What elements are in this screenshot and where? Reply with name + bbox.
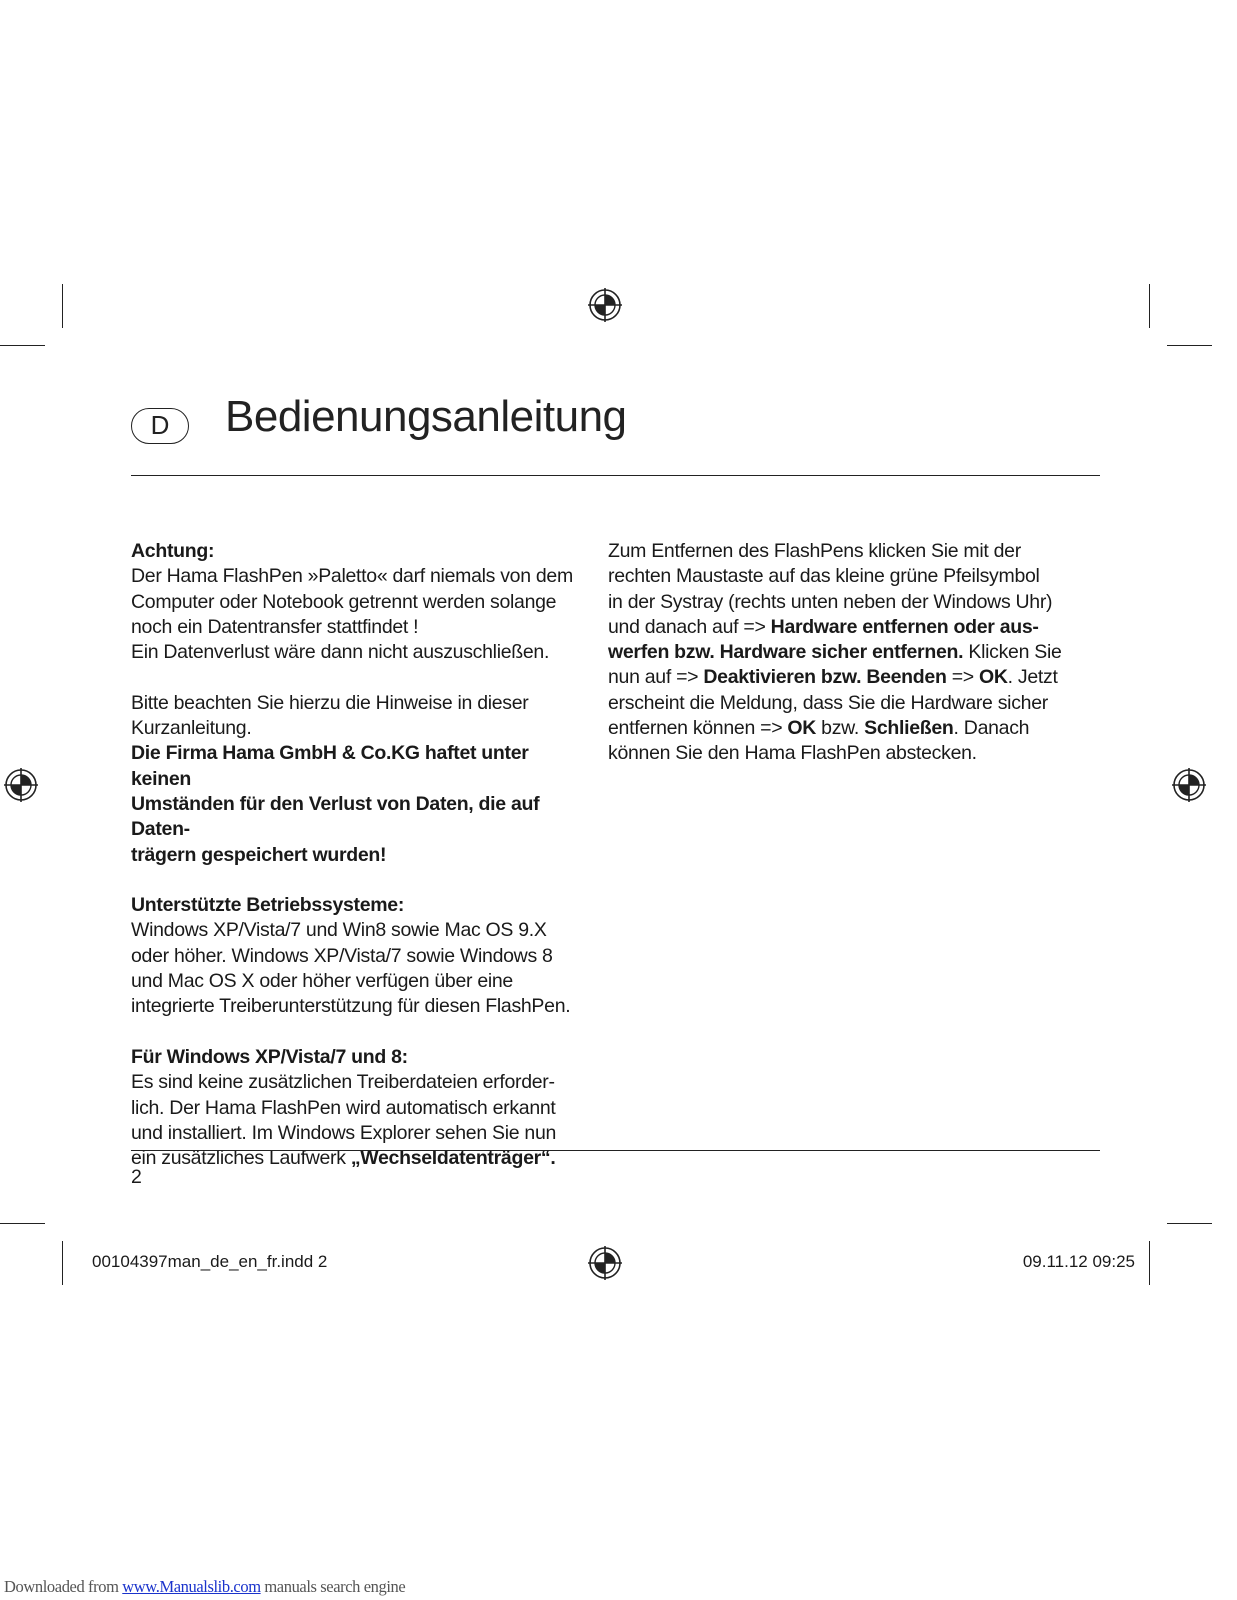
- header-rule: [131, 475, 1100, 476]
- remove-line-5: [608, 640, 1068, 665]
- remove-line-6: [608, 665, 1068, 690]
- hinweis-line-1: Bitte beachten Sie hierzu die Hinweise in dieser: [131, 691, 529, 714]
- remove-line-1: Zum Entfernen des FlashPens klicken Sie mit der: [608, 540, 1021, 562]
- remove-line-9: können Sie den Hama FlashPen abstecken.: [608, 742, 977, 765]
- crop-mark-top-left-h: [0, 345, 45, 346]
- windows-heading: Für Windows XP/Vista/7 und 8:: [131, 1045, 408, 1068]
- achtung-line-4: Ein Datenverlust wäre dann nicht auszuschließen.: [131, 641, 550, 664]
- achtung-line-2: Computer oder Notebook getrennt werden solange: [131, 590, 557, 613]
- achtung-line-1: Der Hama FlashPen »Paletto« darf niemals von dem: [131, 565, 573, 588]
- registration-mark-left-icon: [4, 768, 38, 802]
- windows-line-4-bold: „Wechseldatenträger“.: [350, 1147, 556, 1170]
- registration-mark-right-icon: [1172, 768, 1206, 802]
- registration-mark-bottom-icon: [588, 1246, 622, 1280]
- crop-mark-bottom-right: [1149, 1241, 1150, 1285]
- right-column: [608, 539, 1068, 767]
- haftung-line-1: Die Firma Hama GmbH & Co.KG haftet unter keinen: [131, 742, 529, 790]
- remove-line-4-bold: Hardware entfernen oder aus-: [770, 615, 1039, 638]
- download-footer: [4, 1577, 405, 1597]
- remove-line-6-bold-b: OK: [979, 666, 1008, 689]
- language-badge: D: [131, 408, 189, 444]
- manualslib-link[interactable]: www.Manualslib.com: [122, 1577, 261, 1596]
- remove-line-2: rechten Maustaste auf das kleine grüne Pfeilsymbol: [608, 565, 1040, 588]
- left-column: [131, 539, 581, 1171]
- crop-mark-bottom-right-h: [1167, 1223, 1212, 1224]
- crop-mark-top-left: [62, 284, 63, 328]
- slug-file: 00104397man_de_en_fr.indd 2: [92, 1252, 328, 1271]
- os-line-1: Windows XP/Vista/7 und Win8 sowie Mac OS 9.X: [131, 919, 547, 942]
- page-title: Bedienungsanleitung: [225, 392, 627, 441]
- registration-mark-top-icon: [588, 288, 622, 322]
- crop-mark-top-right: [1149, 284, 1150, 328]
- crop-mark-top-right-h: [1167, 345, 1212, 346]
- hinweis-line-2: Kurzanleitung.: [131, 717, 252, 740]
- achtung-heading: Achtung:: [131, 540, 215, 562]
- os-line-4: integrierte Treiberunterstützung für diesen FlashPen.: [131, 995, 571, 1018]
- remove-line-8-text-a: entfernen können =>: [608, 717, 788, 740]
- footer-rule: [131, 1150, 1100, 1151]
- remove-line-4: [608, 615, 1068, 640]
- remove-line-8-bold-a: OK: [787, 717, 817, 740]
- os-line-2: oder höher. Windows XP/Vista/7 sowie Windows 8: [131, 944, 553, 967]
- remove-line-6-text-c: . Jetzt: [1007, 666, 1058, 689]
- remove-line-7: erscheint die Meldung, dass Sie die Hardware sicher: [608, 691, 1048, 714]
- achtung-line-3: noch ein Datentransfer stattfindet !: [131, 615, 419, 638]
- windows-line-2: lich. Der Hama FlashPen wird automatisch erkannt: [131, 1096, 556, 1119]
- remove-line-6-text-b: =>: [946, 666, 979, 689]
- crop-mark-bottom-left: [62, 1241, 63, 1285]
- remove-line-3: in der Systray (rechts unten neben der Windows Uhr): [608, 590, 1053, 613]
- windows-line-4-text: ein zusätzliches Laufwerk: [131, 1147, 351, 1170]
- slug-datetime: 09.11.12 09:25: [1022, 1252, 1135, 1271]
- os-line-3: und Mac OS X oder höher verfügen über eine: [131, 970, 513, 993]
- footer-prefix: Downloaded from: [4, 1577, 123, 1596]
- remove-line-8-text-c: . Danach: [953, 717, 1030, 740]
- remove-line-5-bold: werfen bzw. Hardware sicher entfernen.: [608, 641, 964, 664]
- haftung-line-2: Umständen für den Verlust von Daten, die auf Daten-: [131, 792, 540, 841]
- crop-mark-bottom-left-h: [0, 1223, 45, 1224]
- os-heading: Unterstützte Betriebssysteme:: [131, 894, 405, 917]
- remove-line-8-bold-b: Schließen: [864, 717, 954, 740]
- haftung-line-3: trägern gespeichert wurden!: [131, 843, 387, 866]
- remove-line-6-bold-a: Deaktivieren bzw. Beenden: [703, 666, 947, 689]
- remove-line-5-text: Klicken Sie: [963, 641, 1062, 664]
- footer-suffix: manuals search engine: [260, 1577, 406, 1596]
- remove-line-8-text-b: bzw.: [816, 717, 865, 740]
- remove-line-8: [608, 716, 1068, 741]
- page-number: 2: [131, 1166, 142, 1188]
- remove-line-4-text: und danach auf =>: [608, 615, 771, 638]
- remove-line-6-text-a: nun auf =>: [608, 666, 704, 689]
- windows-line-1: Es sind keine zusätzlichen Treiberdateien erforder-: [131, 1071, 555, 1094]
- windows-line-3: und installiert. Im Windows Explorer sehen Sie nun: [131, 1121, 557, 1144]
